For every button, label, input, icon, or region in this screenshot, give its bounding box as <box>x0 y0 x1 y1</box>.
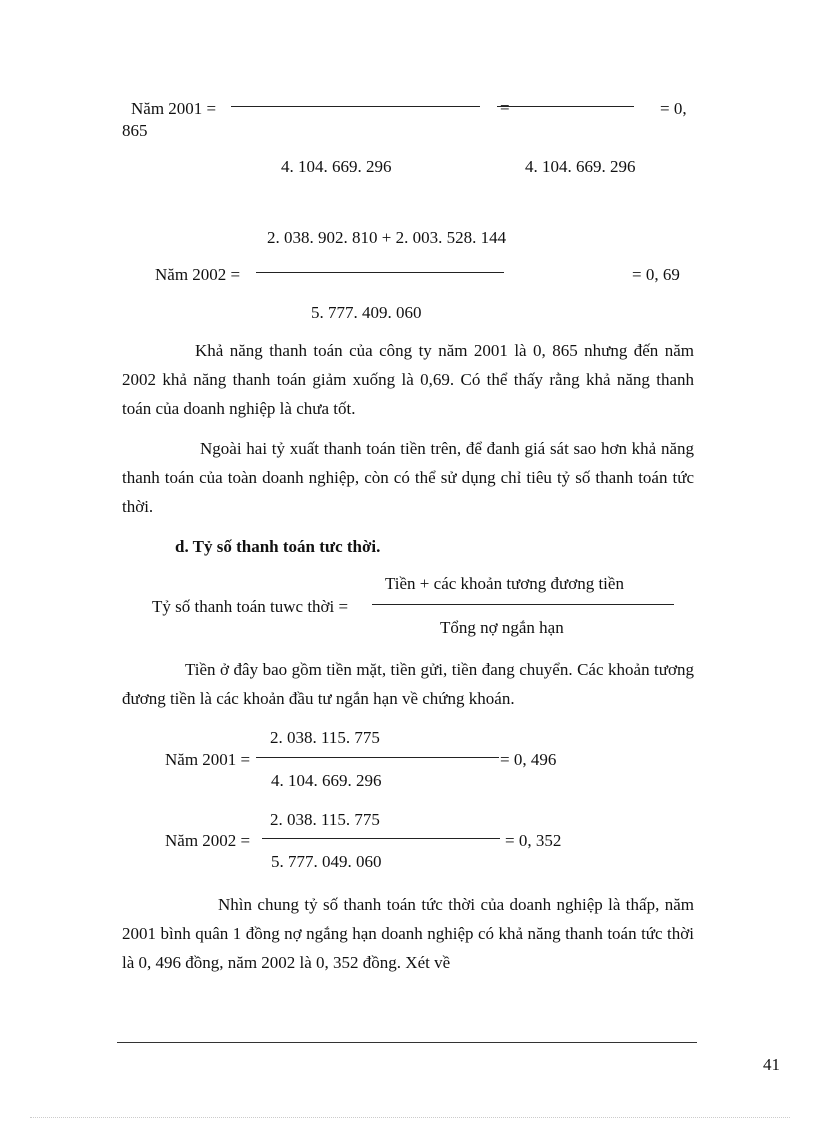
eq2002a-label: Năm 2002 = <box>155 265 241 284</box>
eq2002b-denominator: 5. 777. 049. 060 <box>271 852 382 871</box>
formula-numerator: Tiền + các khoản tương đương tiền <box>385 574 624 593</box>
eq2001a-denominator-2: 4. 104. 669. 296 <box>525 157 636 176</box>
eq2002b-label: Năm 2002 = <box>165 831 251 850</box>
eq2002a-fraction-bar <box>256 272 504 273</box>
page-bottom-dotted-border <box>30 1117 790 1118</box>
eq2001a-middle-equals: = <box>500 98 510 117</box>
eq2001a-fraction-bar-1 <box>231 106 480 107</box>
eq2002b-numerator: 2. 038. 115. 775 <box>270 810 380 829</box>
eq2001a-result: = 0, <box>660 99 687 118</box>
eq2002b-result: = 0, 352 <box>505 831 562 850</box>
formula-fraction-bar <box>372 604 674 605</box>
eq2002a-numerator: 2. 038. 902. 810 + 2. 003. 528. 144 <box>267 228 507 247</box>
eq2001b-fraction-bar <box>256 757 499 758</box>
eq2001b-label: Năm 2001 = <box>165 750 251 769</box>
eq2001a-fraction-bar-2 <box>497 106 634 107</box>
formula-denominator: Tổng nợ ngắn hạn <box>440 618 564 637</box>
eq2002b-fraction-bar <box>262 838 500 839</box>
eq2001a-label: Năm 2001 = <box>131 99 217 118</box>
paragraph-3: Tiền ở đây bao gồm tiền mặt, tiền gửi, tiền đang chuyển. Các khoản tương đương tiền là các khoản đầu tư ngắn hạn về chứng khoán. <box>122 660 694 708</box>
footer-divider <box>117 1042 697 1043</box>
paragraph-1: Khả năng thanh toán của công ty năm 2001 là 0, 865 nhưng đến năm 2002 khả năng thanh toán giảm xuống là 0,69. Có thể thấy rằng khả năng thanh toán của doanh nghiệp là chưa tốt. <box>122 341 694 418</box>
formula-label: Tỷ số thanh toán tuwc thời = <box>152 597 349 616</box>
eq2002a-denominator: 5. 777. 409. 060 <box>311 303 422 322</box>
eq2001b-result: = 0, 496 <box>500 750 557 769</box>
paragraph-4: Nhìn chung tỷ số thanh toán tức thời của doanh nghiệp là thấp, năm 2001 bình quân 1 đồng nợ ngắng hạn doanh nghiệp có khả năng thanh toán tức thời là 0, 496 đồng, năm 2002 là 0, 352 đồng. Xét về <box>122 895 694 972</box>
eq2001a-result-continued: 865 <box>122 121 148 140</box>
page-number: 41 <box>763 1055 780 1074</box>
eq2001a-denominator-1: 4. 104. 669. 296 <box>281 157 392 176</box>
paragraph-2: Ngoài hai tỷ xuất thanh toán tiền trên, để đanh giá sát sao hơn khả năng thanh toán của toàn doanh nghiệp, còn có thể sử dụng chỉ tiêu tỷ số thanh toán tức thời. <box>122 439 694 516</box>
eq2001b-numerator: 2. 038. 115. 775 <box>270 728 380 747</box>
section-heading: d. Tỷ số thanh toán tưc thời. <box>175 537 381 556</box>
eq2002a-result: = 0, 69 <box>632 265 680 284</box>
eq2001b-denominator: 4. 104. 669. 296 <box>271 771 382 790</box>
